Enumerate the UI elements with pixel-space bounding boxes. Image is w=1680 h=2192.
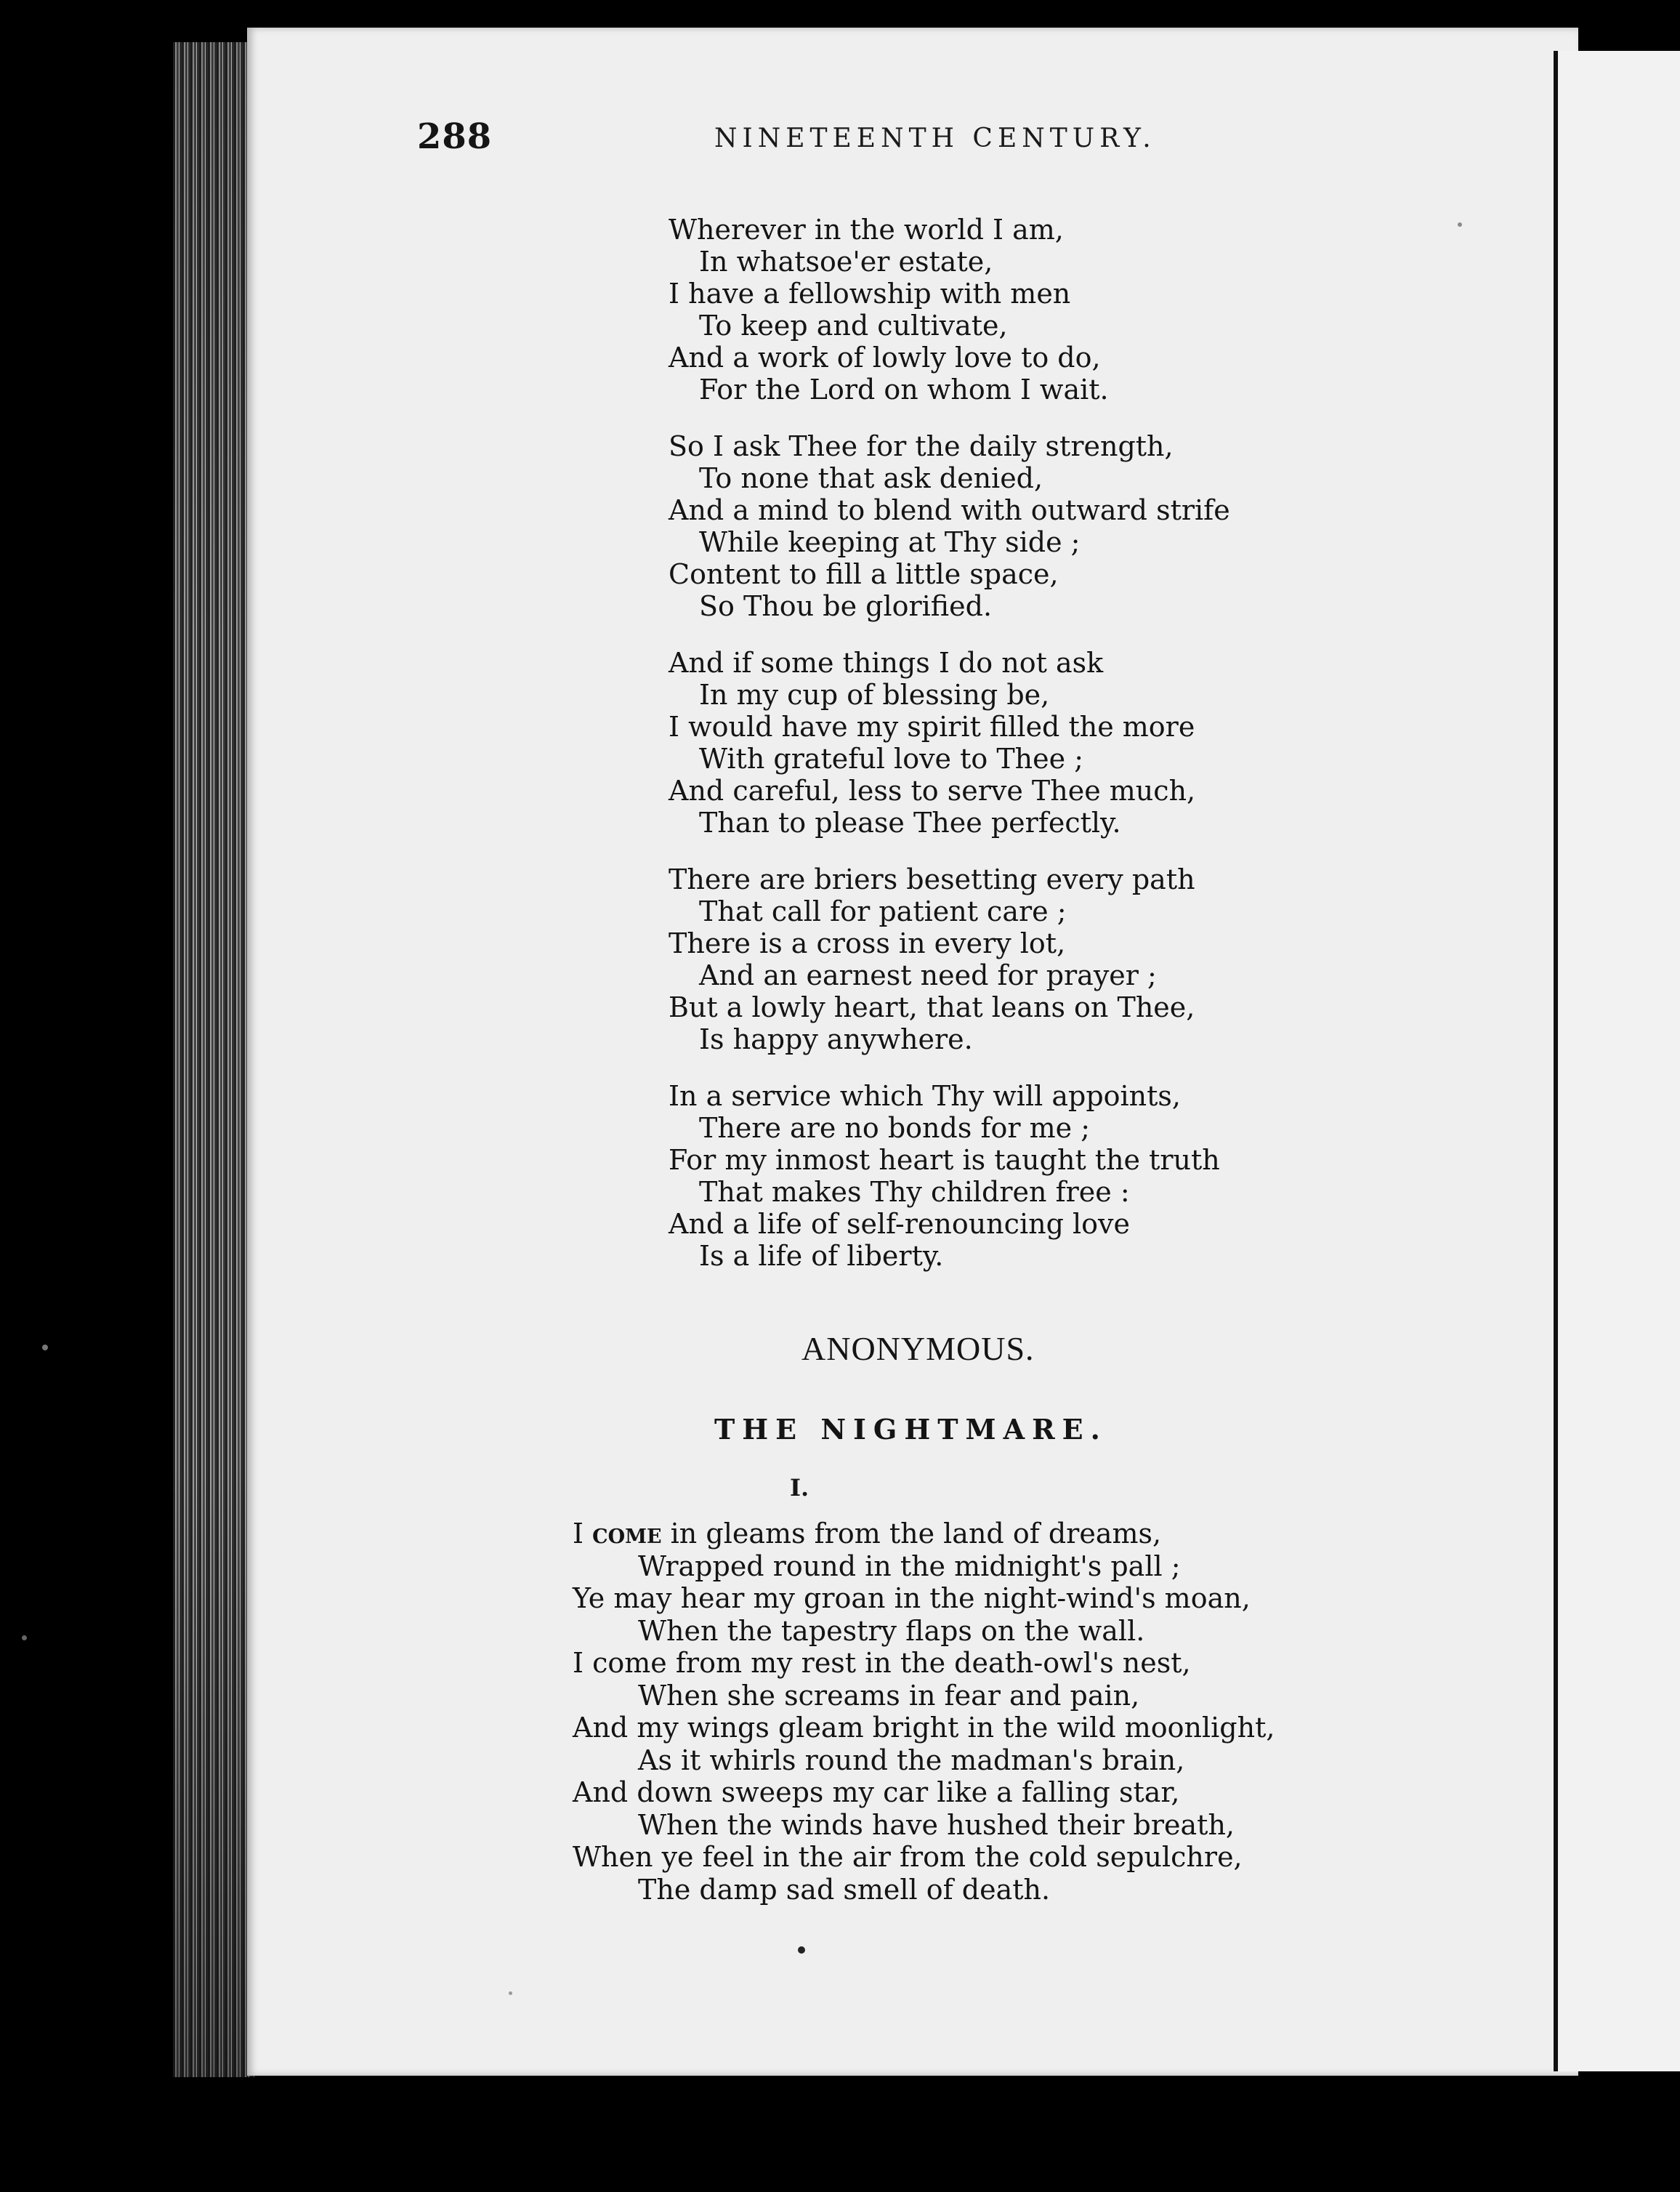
verse-line: When the tapestry flaps on the wall. [638, 1614, 1145, 1647]
verse-line: Wherever in the world I am, [669, 214, 1064, 246]
verse-line: Is a life of liberty. [699, 1240, 944, 1272]
verse-line: Wrapped round in the midnight's pall ; [638, 1550, 1181, 1582]
verse-line: I come from my rest in the death-owl's nest, [573, 1647, 1191, 1679]
stanza [669, 647, 1322, 839]
verse-line: To none that ask denied, [699, 462, 1043, 494]
verse-line: With grateful love to Thee ; [699, 743, 1084, 775]
verse-line: While keeping at Thy side ; [699, 526, 1081, 558]
verse-line: There are no bonds for me ; [699, 1112, 1091, 1144]
stanza [669, 863, 1322, 1055]
dust-speck [22, 1635, 27, 1640]
verse-line: And my wings gleam bright in the wild moonlight, [573, 1712, 1275, 1744]
verse-line: I would have my spirit filled the more [669, 711, 1195, 743]
verse-line: I have a fellowship with men [669, 278, 1071, 310]
verse-line: As it whirls round the madman's brain, [638, 1744, 1185, 1776]
poem-title: THE NIGHTMARE. [714, 1413, 1107, 1446]
verse-line: And a mind to blend with outward strife [669, 494, 1230, 526]
verse-line: When the winds have hushed their breath, [638, 1808, 1235, 1841]
verse-line: And if some things I do not ask [669, 647, 1104, 679]
verse-line: So Thou be glorified. [699, 590, 993, 622]
verse-line: And an earnest need for prayer ; [699, 959, 1157, 991]
verse-line: To keep and cultivate, [699, 310, 1008, 342]
verse-line: And down sweeps my car like a falling star, [573, 1776, 1180, 1808]
stanza [669, 430, 1322, 622]
verse-line: And a work of lowly love to do, [669, 342, 1101, 374]
dust-speck [42, 1345, 48, 1350]
verse-line: There is a cross in every lot, [669, 927, 1066, 959]
dust-speck [1458, 222, 1462, 227]
verse-line: In a service which Thy will appoints, [669, 1080, 1182, 1112]
verse-line: In my cup of blessing be, [699, 679, 1050, 711]
running-head: NINETEENTH CENTURY. [714, 124, 1156, 153]
verse-rest: in gleams from the land of dreams, [661, 1518, 1162, 1550]
verse-line: That makes Thy children free : [699, 1176, 1130, 1208]
stanza [669, 1080, 1322, 1272]
page-number: 288 [417, 116, 493, 157]
verse-line: There are briers besetting every path [669, 863, 1195, 895]
verse-line: So I ask Thee for the daily strength, [669, 430, 1174, 462]
facing-page-edge [1558, 51, 1680, 2071]
verse-lead: I [573, 1518, 593, 1550]
verse-line: When she screams in fear and pain, [638, 1679, 1140, 1712]
dust-speck [798, 1946, 805, 1954]
verse-line: And careful, less to serve Thee much, [669, 775, 1196, 807]
verse-line: But a lowly heart, that leans on Thee, [669, 991, 1195, 1023]
verse-line: That call for patient care ; [699, 895, 1067, 927]
verse-line: For the Lord on whom I wait. [699, 374, 1109, 406]
verse-line-first [573, 1518, 1328, 1550]
verse-line: Ye may hear my groan in the night-wind's moan, [573, 1582, 1251, 1614]
verse-line: Than to please Thee perfectly. [699, 807, 1121, 839]
verse-line: When ye feel in the air from the cold sepulchre, [573, 1841, 1243, 1873]
dust-speck [509, 1991, 512, 1995]
poem-continuation [669, 214, 1322, 1297]
stanza [669, 214, 1322, 406]
verse-line: Content to fill a little space, [669, 558, 1059, 590]
page-edges-shadow [173, 42, 254, 2077]
verse-line: The damp sad smell of death. [638, 1873, 1051, 1906]
verse-line: For my inmost heart is taught the truth [669, 1144, 1220, 1176]
section-numeral: I. [790, 1474, 809, 1502]
verse-line: And a life of self-renouncing love [669, 1208, 1130, 1240]
poem-nightmare [573, 1518, 1328, 1906]
verse-smallcaps-word: come [592, 1517, 662, 1550]
verse-line: Is happy anywhere. [699, 1023, 973, 1055]
verse-line: In whatsoe'er estate, [699, 246, 993, 278]
author-name: ANONYMOUS. [801, 1330, 1035, 1367]
